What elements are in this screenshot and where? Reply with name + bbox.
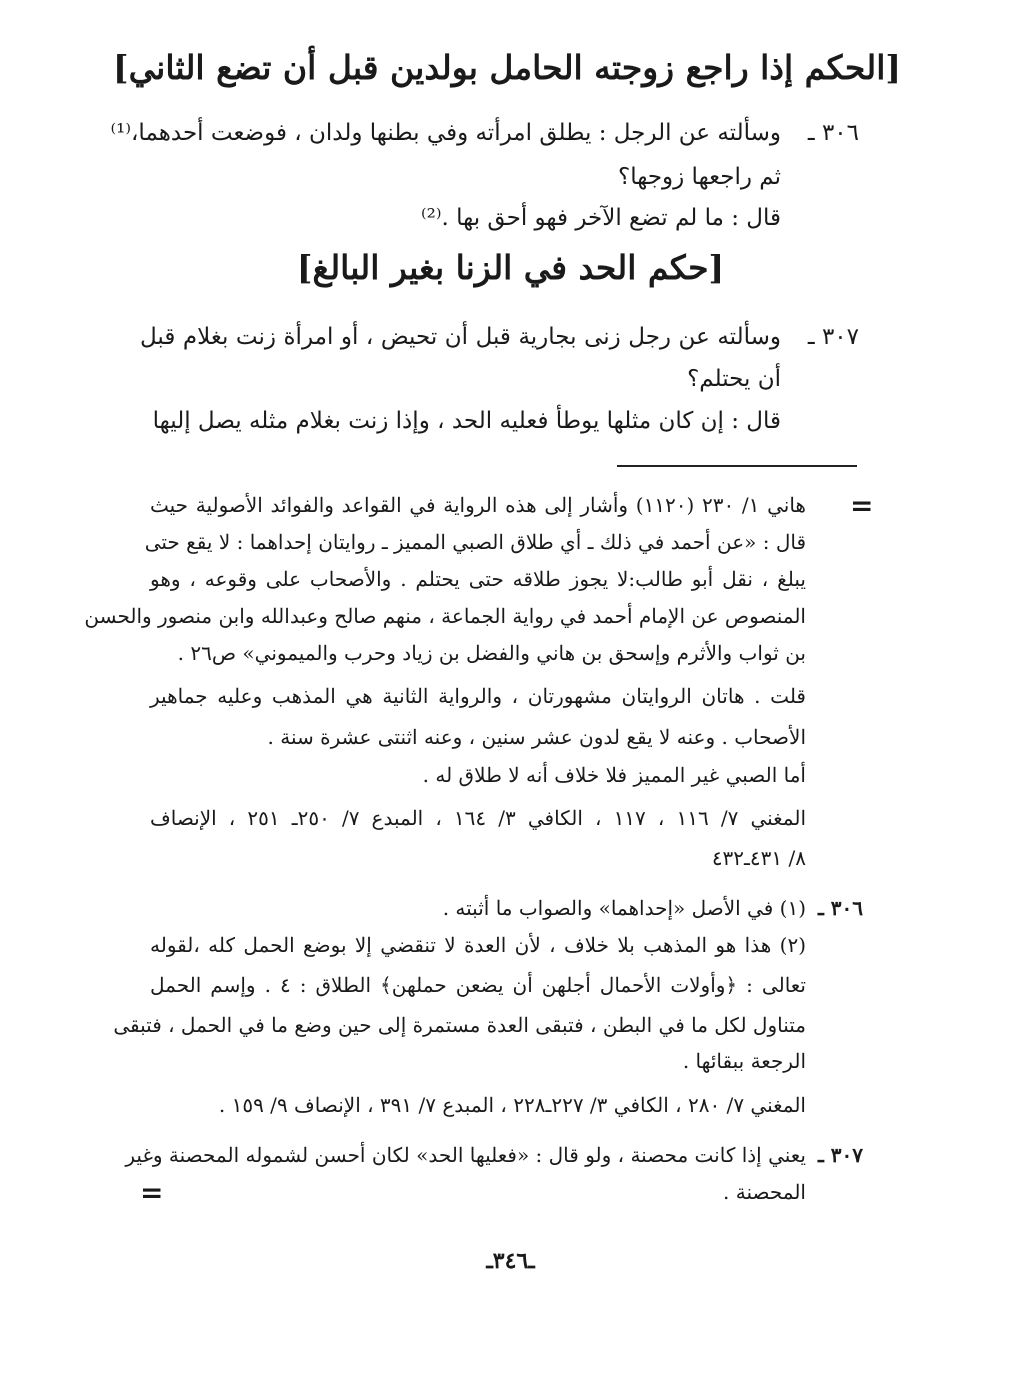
footnote-line: المغني ٧/ ١١٦ ، ١١٧ ، الكافي ٣/ ١٦٤ ، المبدع ٧/ ٢٥٠ـ ٢٥١ ، الإنصاف <box>150 806 807 830</box>
footnote-line: أما الصبي غير المميز فلا خلاف أنه لا طلاق له . <box>422 763 806 787</box>
page-number: ـ٣٤٦ـ <box>486 1248 535 1274</box>
footnote-307-line: المحصنة . <box>723 1180 806 1204</box>
footnote-306-2-line: متناول لكل ما في البطن ، فتبقى العدة مستمرة إلى حين وضع ما في الحمل ، فتبقى <box>113 1013 806 1037</box>
footnote-306-2-line: الرجعة ببقائها . <box>682 1049 806 1073</box>
footnote-line: الأصحاب . وعنه لا يقع لدون عشر سنين ، وعنه اثنتى عشرة سنة . <box>267 725 806 749</box>
footnote-line: قلت . هاتان الروايتان مشهورتان ، والرواية الثانية هي المذهب وعليه جماهير <box>150 684 806 708</box>
issue-306-number: ٣٠٦ ـ <box>807 120 859 146</box>
footnote-line: قال : «عن أحمد في ذلك ـ أي طلاق الصبي المميز ـ روايتان إحداهما : لا يقع حتى <box>144 530 806 554</box>
issue-307-question: وسألته عن رجل زنى بجارية قبل أن تحيض ، أو امرأة زنت بغلام قبل <box>140 324 781 350</box>
issue-307-number: ٣٠٧ ـ <box>807 324 859 350</box>
continuation-mark-top: = <box>850 489 874 522</box>
issue-306-answer: قال : ما لم تضع الآخر فهو أحق بها .⁽²⁾ <box>420 205 781 231</box>
continuation-mark-bottom: = <box>140 1176 164 1209</box>
footnote-line: المنصوص عن الإمام أحمد في رواية الجماعة ، منهم صالح وعبدالله وابن منصور والحسن <box>84 604 806 628</box>
footnote-line: ٨/ ٤٣١ـ٤٣٢ <box>711 846 806 870</box>
footnote-separator <box>617 465 857 467</box>
footnote-306-1: (١) في الأصل «إحداهما» والصواب ما أثبته . <box>442 896 806 920</box>
footnote-307-line: يعني إذا كانت محصنة ، ولو قال : «فعليها الحد» لكان أحسن لشموله المحصنة وغير <box>125 1143 806 1167</box>
footnote-306-2-line: تعالى : ﴿وأولات الأحمال أجلهن أن يضعن حملهن﴾ الطلاق : ٤ . وإسم الحمل <box>150 973 806 997</box>
issue-306-question: وسألته عن الرجل : يطلق امرأته وفي بطنها ولدان ، فوضعت أحدهما،⁽¹⁾ <box>110 120 781 146</box>
issue-306-question-cont: ثم راجعها زوجها؟ <box>618 164 781 190</box>
footnote-307-number: ٣٠٧ ـ <box>817 1143 863 1167</box>
footnote-line: بن ثواب والأثرم وإسحق بن هاني والفضل بن زياد وحرب والميموني» ص٢٦ . <box>177 641 806 665</box>
footnote-line: يبلغ ، نقل أبو طالب:لا يجوز طلاقه حتى يحتلم . والأصحاب على وقوعه ، وهو <box>150 567 806 591</box>
footnote-306-2-line: المغني ٧/ ٢٨٠ ، الكافي ٣/ ٢٢٧ـ٢٢٨ ، المبدع ٧/ ٣٩١ ، الإنصاف ٩/ ١٥٩ . <box>218 1093 806 1117</box>
footnote-306-2-line: (٢) هذا هو المذهب بلا خلاف ، لأن العدة لا تنقضي إلا بوضع الحمل كله ،لقوله <box>150 933 806 957</box>
section-heading-306: [الحكم إذا راجع زوجته الحامل بولدين قبل أن تضع الثاني] <box>113 48 901 87</box>
issue-307-answer: قال : إن كان مثلها يوطأ فعليه الحد ، وإذا زنت بغلام مثله يصل إليها <box>152 408 781 434</box>
issue-307-question-cont: أن يحتلم؟ <box>687 366 781 392</box>
section-heading-307: [حكم الحد في الزنا بغير البالغ] <box>296 248 725 287</box>
footnote-306-number: ٣٠٦ ـ <box>817 896 863 920</box>
footnote-line: هاني ١/ ٢٣٠ (١١٢٠) وأشار إلى هذه الرواية في القواعد والفوائد الأصولية حيث <box>150 493 806 517</box>
